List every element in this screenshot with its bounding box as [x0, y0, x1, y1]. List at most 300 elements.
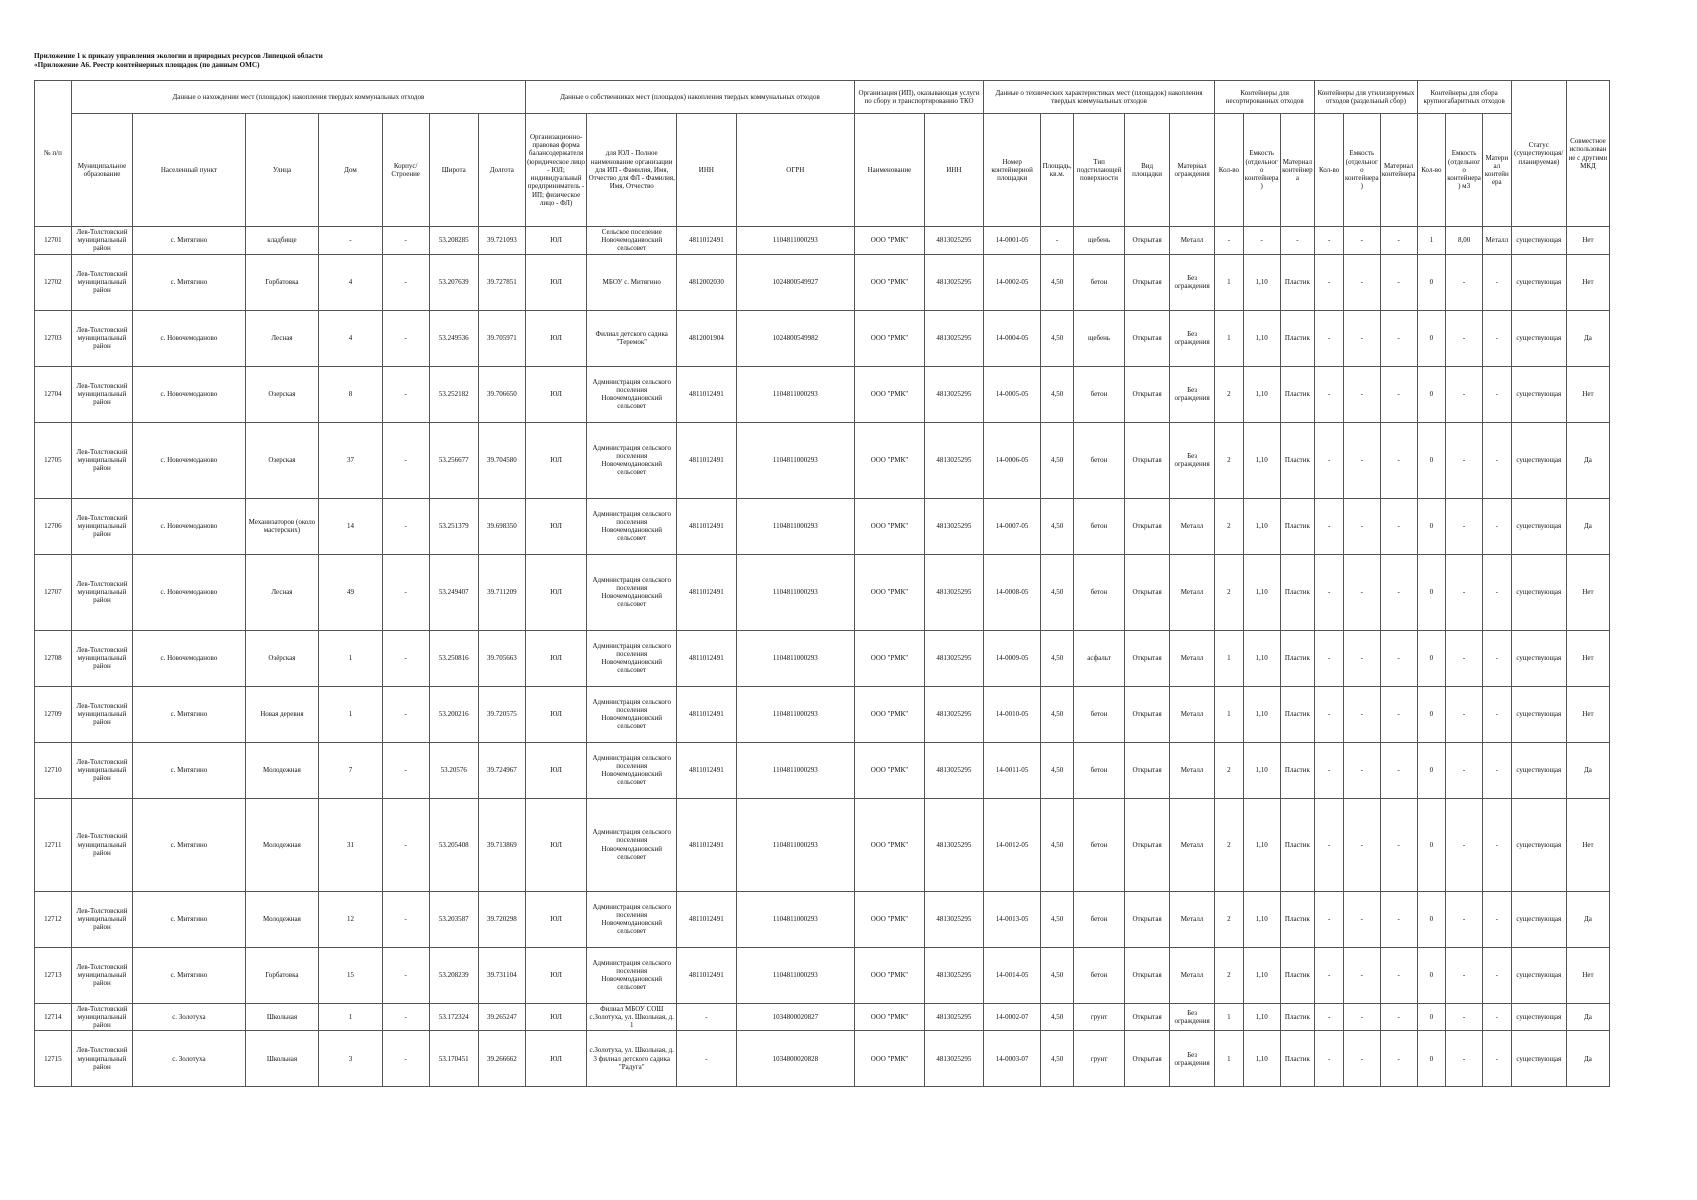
- settlement-cell: с. Митягино: [133, 742, 245, 798]
- longitude-cell: 39.727851: [478, 254, 525, 310]
- bulky-qty-cell: 0: [1417, 742, 1446, 798]
- col-header-shared: Совместное использование с другими МКД: [1566, 81, 1609, 227]
- recyclable-qty-cell: -: [1315, 422, 1344, 498]
- bulky-material-cell: -: [1483, 422, 1512, 498]
- bulky-capacity-cell: -: [1446, 366, 1483, 422]
- house-cell: 37: [319, 422, 382, 498]
- status-cell: существующая: [1511, 554, 1566, 630]
- owner-ogrn-cell: 1104811000293: [736, 422, 855, 498]
- operator-name-cell: ООО "РМК": [855, 1031, 925, 1087]
- owner-inn-cell: 4812002030: [677, 254, 736, 310]
- area-cell: 4,50: [1041, 498, 1074, 554]
- latitude-cell: 53.170451: [429, 1031, 478, 1087]
- operator-inn-cell: 4813025295: [924, 422, 983, 498]
- surface-cell: бетон: [1073, 891, 1124, 947]
- status-cell: существующая: [1511, 891, 1566, 947]
- unsorted-material-cell: Пластик: [1280, 498, 1315, 554]
- owner-name-cell: с.Золотуха, ул. Школьная, д. 3 филиал детского садика "Радуга": [587, 1031, 677, 1087]
- building-cell: -: [382, 310, 429, 366]
- area-cell: 4,50: [1041, 891, 1074, 947]
- surface-cell: асфальт: [1073, 630, 1124, 686]
- unsorted-qty-cell: 1: [1215, 1031, 1244, 1087]
- owner-inn-cell: 4811012491: [677, 422, 736, 498]
- municipality-cell: Лев-Толстовский муниципальный район: [71, 1003, 132, 1031]
- site-type-cell: Открытая: [1125, 630, 1170, 686]
- site-number-cell: 14-0009-05: [983, 630, 1040, 686]
- site-number-cell: 14-0008-05: [983, 554, 1040, 630]
- operator-name-cell: ООО "РМК": [855, 686, 925, 742]
- org-form-cell: ЮЛ: [525, 366, 586, 422]
- longitude-cell: 39.698350: [478, 498, 525, 554]
- owner-ogrn-cell: 1034800020828: [736, 1031, 855, 1087]
- org-form-cell: ЮЛ: [525, 891, 586, 947]
- unsorted-capacity-cell: 1,10: [1243, 1031, 1280, 1087]
- bulky-qty-cell: 0: [1417, 686, 1446, 742]
- group-header-bulky-containers: Контейнеры для сбора крупногабаритных отходов: [1417, 81, 1511, 114]
- operator-inn-cell: 4813025295: [924, 947, 983, 1003]
- unsorted-qty-cell: 1: [1215, 310, 1244, 366]
- col-header-latitude: Широта: [429, 114, 478, 227]
- unsorted-capacity-cell: -: [1243, 227, 1280, 255]
- settlement-cell: с. Митягино: [133, 947, 245, 1003]
- unsorted-qty-cell: 1: [1215, 1003, 1244, 1031]
- recyclable-material-cell: -: [1380, 686, 1417, 742]
- recyclable-material-cell: -: [1380, 422, 1417, 498]
- unsorted-qty-cell: 1: [1215, 254, 1244, 310]
- recyclable-capacity-cell: -: [1343, 891, 1380, 947]
- bulky-material-cell: -: [1483, 366, 1512, 422]
- unsorted-capacity-cell: 1,10: [1243, 798, 1280, 891]
- col-header-municipality: Муниципальное образование: [71, 114, 132, 227]
- table-row: [35, 227, 1610, 255]
- street-cell: Школьная: [245, 1003, 319, 1031]
- longitude-cell: 39.705663: [478, 630, 525, 686]
- bulky-capacity-cell: -: [1446, 498, 1483, 554]
- unsorted-qty-cell: 2: [1215, 742, 1244, 798]
- recyclable-material-cell: -: [1380, 366, 1417, 422]
- group-header-operator: Организация (ИП), оказывающая услуги по сбору и транспортированию ТКО: [855, 81, 984, 114]
- recyclable-capacity-cell: -: [1343, 366, 1380, 422]
- col-header-recyclable-material: Материал контейнера: [1380, 114, 1417, 227]
- owner-inn-cell: 4811012491: [677, 798, 736, 891]
- surface-cell: щебень: [1073, 227, 1124, 255]
- recyclable-material-cell: -: [1380, 798, 1417, 891]
- owner-name-cell: Администрация сельского поселения Новочемодановский сельсовет: [587, 742, 677, 798]
- unsorted-capacity-cell: 1,10: [1243, 310, 1280, 366]
- unsorted-capacity-cell: 1,10: [1243, 742, 1280, 798]
- status-cell: существующая: [1511, 498, 1566, 554]
- operator-inn-cell: 4813025295: [924, 254, 983, 310]
- row-number: 12708: [35, 630, 72, 686]
- shared-cell: Да: [1566, 1003, 1609, 1031]
- owner-name-cell: Администрация сельского поселения Новочемодановский сельсовет: [587, 891, 677, 947]
- municipality-cell: Лев-Толстовский муниципальный район: [71, 947, 132, 1003]
- street-cell: Школьная: [245, 1031, 319, 1087]
- site-number-cell: 14-0014-05: [983, 947, 1040, 1003]
- col-header-operator-name: Наименование: [855, 114, 925, 227]
- recyclable-material-cell: -: [1380, 630, 1417, 686]
- group-header-unsorted-containers: Контейнеры для несортированных отходов: [1215, 81, 1315, 114]
- longitude-cell: 39.706650: [478, 366, 525, 422]
- street-cell: Лесная: [245, 554, 319, 630]
- org-form-cell: ЮЛ: [525, 498, 586, 554]
- site-type-cell: Открытая: [1125, 498, 1170, 554]
- group-header-recyclable-containers: Контейнеры для утилизируемых отходов (раздельный сбор): [1315, 81, 1417, 114]
- bulky-qty-cell: 0: [1417, 422, 1446, 498]
- bulky-material-cell: -: [1483, 891, 1512, 947]
- surface-cell: щебень: [1073, 310, 1124, 366]
- status-cell: существующая: [1511, 947, 1566, 1003]
- table-row: [35, 310, 1610, 366]
- fence-cell: Металл: [1170, 742, 1215, 798]
- bulky-capacity-cell: -: [1446, 686, 1483, 742]
- site-type-cell: Открытая: [1125, 686, 1170, 742]
- table-body: [35, 227, 1610, 1087]
- org-form-cell: ЮЛ: [525, 630, 586, 686]
- recyclable-qty-cell: -: [1315, 227, 1344, 255]
- owner-inn-cell: -: [677, 1031, 736, 1087]
- bulky-capacity-cell: -: [1446, 310, 1483, 366]
- bulky-material-cell: -: [1483, 1003, 1512, 1031]
- longitude-cell: 39.705971: [478, 310, 525, 366]
- operator-name-cell: ООО "РМК": [855, 947, 925, 1003]
- operator-inn-cell: 4813025295: [924, 227, 983, 255]
- recyclable-qty-cell: -: [1315, 947, 1344, 1003]
- owner-name-cell: Администрация сельского поселения Новочемодановский сельсовет: [587, 947, 677, 1003]
- surface-cell: бетон: [1073, 947, 1124, 1003]
- bulky-material-cell: Металл: [1483, 227, 1512, 255]
- table-row: [35, 686, 1610, 742]
- municipality-cell: Лев-Толстовский муниципальный район: [71, 742, 132, 798]
- area-cell: 4,50: [1041, 1003, 1074, 1031]
- bulky-qty-cell: 0: [1417, 947, 1446, 1003]
- longitude-cell: 39.720575: [478, 686, 525, 742]
- bulky-material-cell: -: [1483, 554, 1512, 630]
- status-cell: существующая: [1511, 422, 1566, 498]
- col-header-operator-inn: ИНН: [924, 114, 983, 227]
- site-type-cell: Открытая: [1125, 947, 1170, 1003]
- street-cell: Лесная: [245, 310, 319, 366]
- bulky-qty-cell: 0: [1417, 366, 1446, 422]
- bulky-material-cell: -: [1483, 742, 1512, 798]
- municipality-cell: Лев-Толстовский муниципальный район: [71, 891, 132, 947]
- site-number-cell: 14-0006-05: [983, 422, 1040, 498]
- table-row: [35, 554, 1610, 630]
- surface-cell: бетон: [1073, 798, 1124, 891]
- latitude-cell: 53.205408: [429, 798, 478, 891]
- org-form-cell: ЮЛ: [525, 422, 586, 498]
- unsorted-capacity-cell: 1,10: [1243, 366, 1280, 422]
- area-cell: 4,50: [1041, 366, 1074, 422]
- shared-cell: Да: [1566, 742, 1609, 798]
- owner-inn-cell: -: [677, 1003, 736, 1031]
- unsorted-qty-cell: 2: [1215, 947, 1244, 1003]
- unsorted-qty-cell: 2: [1215, 798, 1244, 891]
- bulky-capacity-cell: -: [1446, 422, 1483, 498]
- latitude-cell: 53.20576: [429, 742, 478, 798]
- operator-name-cell: ООО "РМК": [855, 891, 925, 947]
- recyclable-capacity-cell: -: [1343, 742, 1380, 798]
- area-cell: -: [1041, 227, 1074, 255]
- street-cell: Озёрская: [245, 630, 319, 686]
- site-type-cell: Открытая: [1125, 254, 1170, 310]
- recyclable-qty-cell: -: [1315, 742, 1344, 798]
- unsorted-qty-cell: 2: [1215, 891, 1244, 947]
- bulky-qty-cell: 0: [1417, 1003, 1446, 1031]
- longitude-cell: 39.724967: [478, 742, 525, 798]
- municipality-cell: Лев-Толстовский муниципальный район: [71, 1031, 132, 1087]
- org-form-cell: ЮЛ: [525, 554, 586, 630]
- col-header-recyclable-capacity: Емкость (отдельного контейнера): [1343, 114, 1380, 227]
- bulky-material-cell: -: [1483, 686, 1512, 742]
- recyclable-material-cell: -: [1380, 947, 1417, 1003]
- owner-ogrn-cell: 1024800549982: [736, 310, 855, 366]
- bulky-material-cell: -: [1483, 498, 1512, 554]
- area-cell: 4,50: [1041, 554, 1074, 630]
- bulky-capacity-cell: -: [1446, 630, 1483, 686]
- operator-inn-cell: 4813025295: [924, 1003, 983, 1031]
- shared-cell: Да: [1566, 1031, 1609, 1087]
- group-header-owners: Данные о собственниках мест (площадок) накопления твердых коммунальных отходов: [525, 81, 854, 114]
- row-number: 12707: [35, 554, 72, 630]
- recyclable-capacity-cell: -: [1343, 227, 1380, 255]
- bulky-material-cell: -: [1483, 310, 1512, 366]
- fence-cell: Без ограждения: [1170, 366, 1215, 422]
- settlement-cell: с. Митягино: [133, 227, 245, 255]
- recyclable-qty-cell: -: [1315, 630, 1344, 686]
- unsorted-capacity-cell: 1,10: [1243, 891, 1280, 947]
- bulky-material-cell: -: [1483, 1031, 1512, 1087]
- building-cell: -: [382, 1031, 429, 1087]
- owner-name-cell: Администрация сельского поселения Новочемодановский сельсовет: [587, 498, 677, 554]
- latitude-cell: 53.203587: [429, 891, 478, 947]
- building-cell: -: [382, 891, 429, 947]
- operator-name-cell: ООО "РМК": [855, 554, 925, 630]
- operator-inn-cell: 4813025295: [924, 630, 983, 686]
- row-number: 12702: [35, 254, 72, 310]
- owner-name-cell: Администрация сельского поселения Новочемодановский сельсовет: [587, 686, 677, 742]
- owner-inn-cell: 4811012491: [677, 630, 736, 686]
- longitude-cell: 39.266662: [478, 1031, 525, 1087]
- fence-cell: Металл: [1170, 798, 1215, 891]
- settlement-cell: с. Митягино: [133, 798, 245, 891]
- col-header-unsorted-material: Материал контейнера: [1280, 114, 1315, 227]
- shared-cell: Нет: [1566, 798, 1609, 891]
- org-form-cell: ЮЛ: [525, 798, 586, 891]
- latitude-cell: 53.250816: [429, 630, 478, 686]
- operator-inn-cell: 4813025295: [924, 798, 983, 891]
- operator-inn-cell: 4813025295: [924, 310, 983, 366]
- longitude-cell: 39.704580: [478, 422, 525, 498]
- recyclable-qty-cell: -: [1315, 254, 1344, 310]
- operator-inn-cell: 4813025295: [924, 1031, 983, 1087]
- owner-ogrn-cell: 1034800020827: [736, 1003, 855, 1031]
- settlement-cell: с. Золотуха: [133, 1003, 245, 1031]
- table-row: [35, 1031, 1610, 1087]
- operator-name-cell: ООО "РМК": [855, 1003, 925, 1031]
- building-cell: -: [382, 630, 429, 686]
- latitude-cell: 53.172324: [429, 1003, 478, 1031]
- operator-name-cell: ООО "РМК": [855, 798, 925, 891]
- bulky-qty-cell: 0: [1417, 554, 1446, 630]
- operator-inn-cell: 4813025295: [924, 498, 983, 554]
- status-cell: существующая: [1511, 366, 1566, 422]
- unsorted-capacity-cell: 1,10: [1243, 254, 1280, 310]
- unsorted-qty-cell: 2: [1215, 366, 1244, 422]
- row-number: 12710: [35, 742, 72, 798]
- owner-name-cell: Администрация сельского поселения Новочемодановский сельсовет: [587, 554, 677, 630]
- status-cell: существующая: [1511, 254, 1566, 310]
- col-header-surface: Тип подстилающей поверхности: [1073, 114, 1124, 227]
- unsorted-qty-cell: 1: [1215, 686, 1244, 742]
- area-cell: 4,50: [1041, 1031, 1074, 1087]
- recyclable-material-cell: -: [1380, 227, 1417, 255]
- fence-cell: Металл: [1170, 554, 1215, 630]
- site-type-cell: Открытая: [1125, 798, 1170, 891]
- col-header-owner-ogrn: ОГРН: [736, 114, 855, 227]
- col-header-owner-name: для ЮЛ - Полное наименование организации для ИП - Фамилия, Имя, Отчество для ФЛ - Фамилия, Имя, Отчество: [587, 114, 677, 227]
- group-header-technical: Данные о технических характеристиках мест (площадок) накопления твердых коммунальных отходов: [983, 81, 1214, 114]
- municipality-cell: Лев-Толстовский муниципальный район: [71, 630, 132, 686]
- settlement-cell: с. Новочемоданово: [133, 554, 245, 630]
- owner-name-cell: Филиал МБОУ СОШ с.Золотуха, ул. Школьная, д. 1: [587, 1003, 677, 1031]
- fence-cell: Без ограждения: [1170, 310, 1215, 366]
- status-cell: существующая: [1511, 1003, 1566, 1031]
- col-header-num: № п/п: [35, 81, 72, 227]
- owner-name-cell: Администрация сельского поселения Новочемодановский сельсовет: [587, 798, 677, 891]
- status-cell: существующая: [1511, 742, 1566, 798]
- col-header-fence: Материал ограждения: [1170, 114, 1215, 227]
- bulky-capacity-cell: -: [1446, 254, 1483, 310]
- owner-inn-cell: 4812001904: [677, 310, 736, 366]
- latitude-cell: 53.251379: [429, 498, 478, 554]
- area-cell: 4,50: [1041, 254, 1074, 310]
- unsorted-material-cell: Пластик: [1280, 630, 1315, 686]
- operator-name-cell: ООО "РМК": [855, 227, 925, 255]
- bulky-capacity-cell: -: [1446, 554, 1483, 630]
- group-header-location: Данные о нахождении мест (площадок) накопления твердых коммунальных отходов: [71, 81, 525, 114]
- col-header-settlement: Населенный пункт: [133, 114, 245, 227]
- bulky-capacity-cell: -: [1446, 1003, 1483, 1031]
- area-cell: 4,50: [1041, 686, 1074, 742]
- municipality-cell: Лев-Толстовский муниципальный район: [71, 554, 132, 630]
- street-cell: Озерская: [245, 366, 319, 422]
- operator-inn-cell: 4813025295: [924, 742, 983, 798]
- fence-cell: Без ограждения: [1170, 1003, 1215, 1031]
- settlement-cell: с. Новочемоданово: [133, 498, 245, 554]
- org-form-cell: ЮЛ: [525, 742, 586, 798]
- site-number-cell: 14-0005-05: [983, 366, 1040, 422]
- owner-inn-cell: 4811012491: [677, 498, 736, 554]
- owner-name-cell: Администрация сельского поселения Новочемодановский сельсовет: [587, 630, 677, 686]
- col-header-street: Улица: [245, 114, 319, 227]
- recyclable-capacity-cell: -: [1343, 554, 1380, 630]
- bulky-capacity-cell: -: [1446, 742, 1483, 798]
- municipality-cell: Лев-Толстовский муниципальный район: [71, 310, 132, 366]
- operator-name-cell: ООО "РМК": [855, 498, 925, 554]
- site-type-cell: Открытая: [1125, 554, 1170, 630]
- recyclable-capacity-cell: -: [1343, 630, 1380, 686]
- site-type-cell: Открытая: [1125, 1003, 1170, 1031]
- col-header-unsorted-capacity: Емкость (отдельного контейнера): [1243, 114, 1280, 227]
- site-type-cell: Открытая: [1125, 742, 1170, 798]
- table-header-group-row: [35, 81, 1610, 114]
- bulky-capacity-cell: -: [1446, 947, 1483, 1003]
- table-row: [35, 947, 1610, 1003]
- owner-name-cell: МБОУ с. Митягино: [587, 254, 677, 310]
- surface-cell: бетон: [1073, 554, 1124, 630]
- status-cell: существующая: [1511, 310, 1566, 366]
- col-header-longitude: Долгота: [478, 114, 525, 227]
- unsorted-material-cell: Пластик: [1280, 1003, 1315, 1031]
- owner-ogrn-cell: 1104811000293: [736, 686, 855, 742]
- unsorted-capacity-cell: 1,10: [1243, 422, 1280, 498]
- unsorted-capacity-cell: 1,10: [1243, 686, 1280, 742]
- recyclable-capacity-cell: -: [1343, 1031, 1380, 1087]
- area-cell: 4,50: [1041, 742, 1074, 798]
- latitude-cell: 53.208239: [429, 947, 478, 1003]
- recyclable-material-cell: -: [1380, 1003, 1417, 1031]
- fence-cell: Без ограждения: [1170, 1031, 1215, 1087]
- recyclable-qty-cell: -: [1315, 686, 1344, 742]
- recyclable-qty-cell: -: [1315, 554, 1344, 630]
- recyclable-capacity-cell: -: [1343, 947, 1380, 1003]
- settlement-cell: с. Митягино: [133, 686, 245, 742]
- street-cell: Молодежная: [245, 798, 319, 891]
- fence-cell: Металл: [1170, 227, 1215, 255]
- building-cell: -: [382, 422, 429, 498]
- recyclable-material-cell: -: [1380, 742, 1417, 798]
- house-cell: 12: [319, 891, 382, 947]
- bulky-material-cell: -: [1483, 254, 1512, 310]
- bulky-capacity-cell: -: [1446, 1031, 1483, 1087]
- org-form-cell: ЮЛ: [525, 947, 586, 1003]
- building-cell: -: [382, 254, 429, 310]
- owner-ogrn-cell: 1104811000293: [736, 366, 855, 422]
- row-number: 12704: [35, 366, 72, 422]
- owner-inn-cell: 4811012491: [677, 742, 736, 798]
- owner-ogrn-cell: 1104811000293: [736, 798, 855, 891]
- fence-cell: Без ограждения: [1170, 254, 1215, 310]
- recyclable-capacity-cell: -: [1343, 254, 1380, 310]
- unsorted-material-cell: Пластик: [1280, 742, 1315, 798]
- site-type-cell: Открытая: [1125, 1031, 1170, 1087]
- area-cell: 4,50: [1041, 422, 1074, 498]
- surface-cell: бетон: [1073, 366, 1124, 422]
- settlement-cell: с. Митягино: [133, 254, 245, 310]
- row-number: 12715: [35, 1031, 72, 1087]
- shared-cell: Да: [1566, 498, 1609, 554]
- bulky-qty-cell: 0: [1417, 798, 1446, 891]
- house-cell: 1: [319, 630, 382, 686]
- row-number: 12701: [35, 227, 72, 255]
- building-cell: -: [382, 554, 429, 630]
- municipality-cell: Лев-Толстовский муниципальный район: [71, 254, 132, 310]
- col-header-house: Дом: [319, 114, 382, 227]
- municipality-cell: Лев-Толстовский муниципальный район: [71, 366, 132, 422]
- site-number-cell: 14-0013-05: [983, 891, 1040, 947]
- bulky-qty-cell: 0: [1417, 1031, 1446, 1087]
- surface-cell: грунт: [1073, 1003, 1124, 1031]
- col-header-site-type: Вид площадки: [1125, 114, 1170, 227]
- latitude-cell: 53.249536: [429, 310, 478, 366]
- owner-inn-cell: 4811012491: [677, 554, 736, 630]
- building-cell: -: [382, 366, 429, 422]
- latitude-cell: 53.249407: [429, 554, 478, 630]
- unsorted-material-cell: Пластик: [1280, 310, 1315, 366]
- street-cell: Молодежная: [245, 742, 319, 798]
- house-cell: 31: [319, 798, 382, 891]
